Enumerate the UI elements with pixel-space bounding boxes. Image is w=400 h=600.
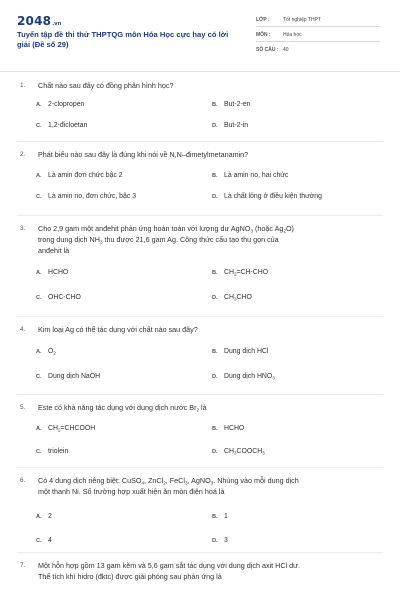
- option-text: $CH_3COOCH_3$: [224, 448, 265, 456]
- question-number: 7.: [20, 562, 26, 569]
- question-separator: [17, 215, 383, 216]
- option-text: Là amin đơn chức bậc 2: [48, 172, 123, 179]
- option-text: But-2-en: [224, 101, 251, 108]
- option-letter: A.: [36, 514, 42, 520]
- option-text: OHC-CHO: [48, 294, 81, 301]
- subject-label: MÔN :: [256, 32, 271, 38]
- option-letter: C.: [36, 374, 42, 380]
- question-number: 5.: [20, 404, 26, 411]
- option-text: $CH_2=CH$-CHO: [224, 269, 269, 277]
- option-letter: A.: [36, 349, 42, 355]
- option-letter: D.: [212, 295, 218, 301]
- option-text: $CH_3CHO$: [224, 294, 252, 302]
- question-text: Chất nào sau đây có đồng phân hình học?: [38, 81, 174, 90]
- question-number: 2.: [20, 151, 26, 158]
- document-title: Tuyển tập đề thi thử THPTQG môn Hóa Học cực hay có lời giải (Đề số 29): [17, 30, 229, 49]
- option-text: $O_2$: [48, 348, 56, 356]
- option-text: But-2-in: [224, 122, 249, 129]
- option-text: 3: [224, 537, 228, 544]
- question-text: Có 4 dung dịch riêng biệt: CuSO$_4$, ZnCl$_2$, FeCl$_3$, AgNO$_3$. Nhúng vào mỗi dung dịch một thanh Ni. Số trường hợp xuất hiện ăn mòn điện hoá là: [38, 476, 299, 496]
- option-text: 2: [48, 513, 52, 520]
- option-letter: A.: [36, 426, 42, 432]
- site-logo[interactable]: [17, 14, 62, 28]
- option-text: $CH_2=CHCOOH$: [48, 425, 96, 433]
- option-letter: B.: [212, 270, 218, 276]
- option-letter: B.: [212, 349, 218, 355]
- option-text: Dung dịch $HNO_3$: [224, 373, 275, 381]
- question-text: Este có khả năng tác dụng với dung dịch nước $Br_2$ là: [38, 403, 207, 413]
- question-separator: [17, 316, 383, 317]
- question-separator: [17, 467, 383, 468]
- option-letter: C.: [36, 538, 42, 544]
- class-value: Tốt nghiệp THPT: [283, 17, 321, 23]
- question-number: 3.: [20, 225, 26, 232]
- header-divider: [0, 71, 400, 72]
- option-letter: A.: [36, 102, 42, 108]
- question-count-label: SỐ CÂU :: [256, 47, 279, 53]
- option-letter: D.: [212, 538, 218, 544]
- option-text: 4: [48, 537, 52, 544]
- subject-value: Hóa học: [283, 32, 302, 38]
- question-text: Cho 2,9 gam một anđehit phản ứng hoàn toàn với lượng dư AgNO$_3$ (hoặc $Ag_2O$) trong dung dịch $NH_3$ thu được 21,6 gam Ag. Công thức cấu tạo thu gọn của anđehit là: [38, 224, 294, 255]
- option-text: Dung dịch HCl: [224, 348, 269, 355]
- option-letter: B.: [212, 514, 218, 520]
- option-text: 2-clopropen: [48, 101, 85, 108]
- option-text: Là amin no, hai chức: [224, 172, 289, 179]
- option-letter: A.: [36, 173, 42, 179]
- option-letter: A.: [36, 270, 42, 276]
- option-letter: D.: [212, 449, 218, 455]
- option-text: Dung dịch NaOH: [48, 373, 101, 380]
- option-text: Là chất lỏng ở điều kiện thường: [224, 193, 322, 200]
- option-letter: C.: [36, 449, 42, 455]
- option-letter: C.: [36, 194, 42, 200]
- option-letter: B.: [212, 102, 218, 108]
- option-letter: C.: [36, 295, 42, 301]
- document-header: [0, 0, 400, 64]
- question-separator: [17, 141, 383, 142]
- question-count-value: 40: [283, 47, 289, 53]
- option-letter: B.: [212, 173, 218, 179]
- option-letter: D.: [212, 374, 218, 380]
- option-text: Là amin no, đơn chức, bậc 3: [48, 193, 137, 200]
- logo-suffix: .vn: [52, 21, 62, 27]
- option-text: triolein: [48, 448, 69, 455]
- option-letter: D.: [212, 123, 218, 129]
- option-letter: D.: [212, 194, 218, 200]
- meta-divider: [256, 41, 380, 42]
- meta-divider: [256, 26, 380, 27]
- option-text: HCHO: [48, 269, 69, 276]
- option-text: 1,2-đicloetan: [48, 122, 88, 129]
- question-number: 1.: [20, 82, 26, 89]
- option-text: 1: [224, 513, 228, 520]
- question-text: Kim loại Ag có thể tác dụng với chất nào sau đây?: [38, 325, 198, 334]
- option-text: HCHO: [224, 425, 245, 432]
- question-number: 6.: [20, 477, 26, 484]
- question-separator: [17, 552, 383, 553]
- class-label: LỚP :: [256, 17, 270, 23]
- option-letter: C.: [36, 123, 42, 129]
- logo-text: 2048: [17, 14, 52, 28]
- option-letter: B.: [212, 426, 218, 432]
- question-text: Phát biểu nào sau đây là đúng khi nói về N,N–đimetylmetanamin?: [38, 150, 249, 159]
- question-text: Một hỗn hợp gồm 13 gam kẽm và 5,6 gam sắt tác dụng với dung dịch axit HCl dư. Thể tích khí hidro (đktc) được giải phóng sau phản ứng là: [38, 561, 300, 581]
- question-number: 4.: [20, 326, 26, 333]
- question-separator: [17, 394, 383, 395]
